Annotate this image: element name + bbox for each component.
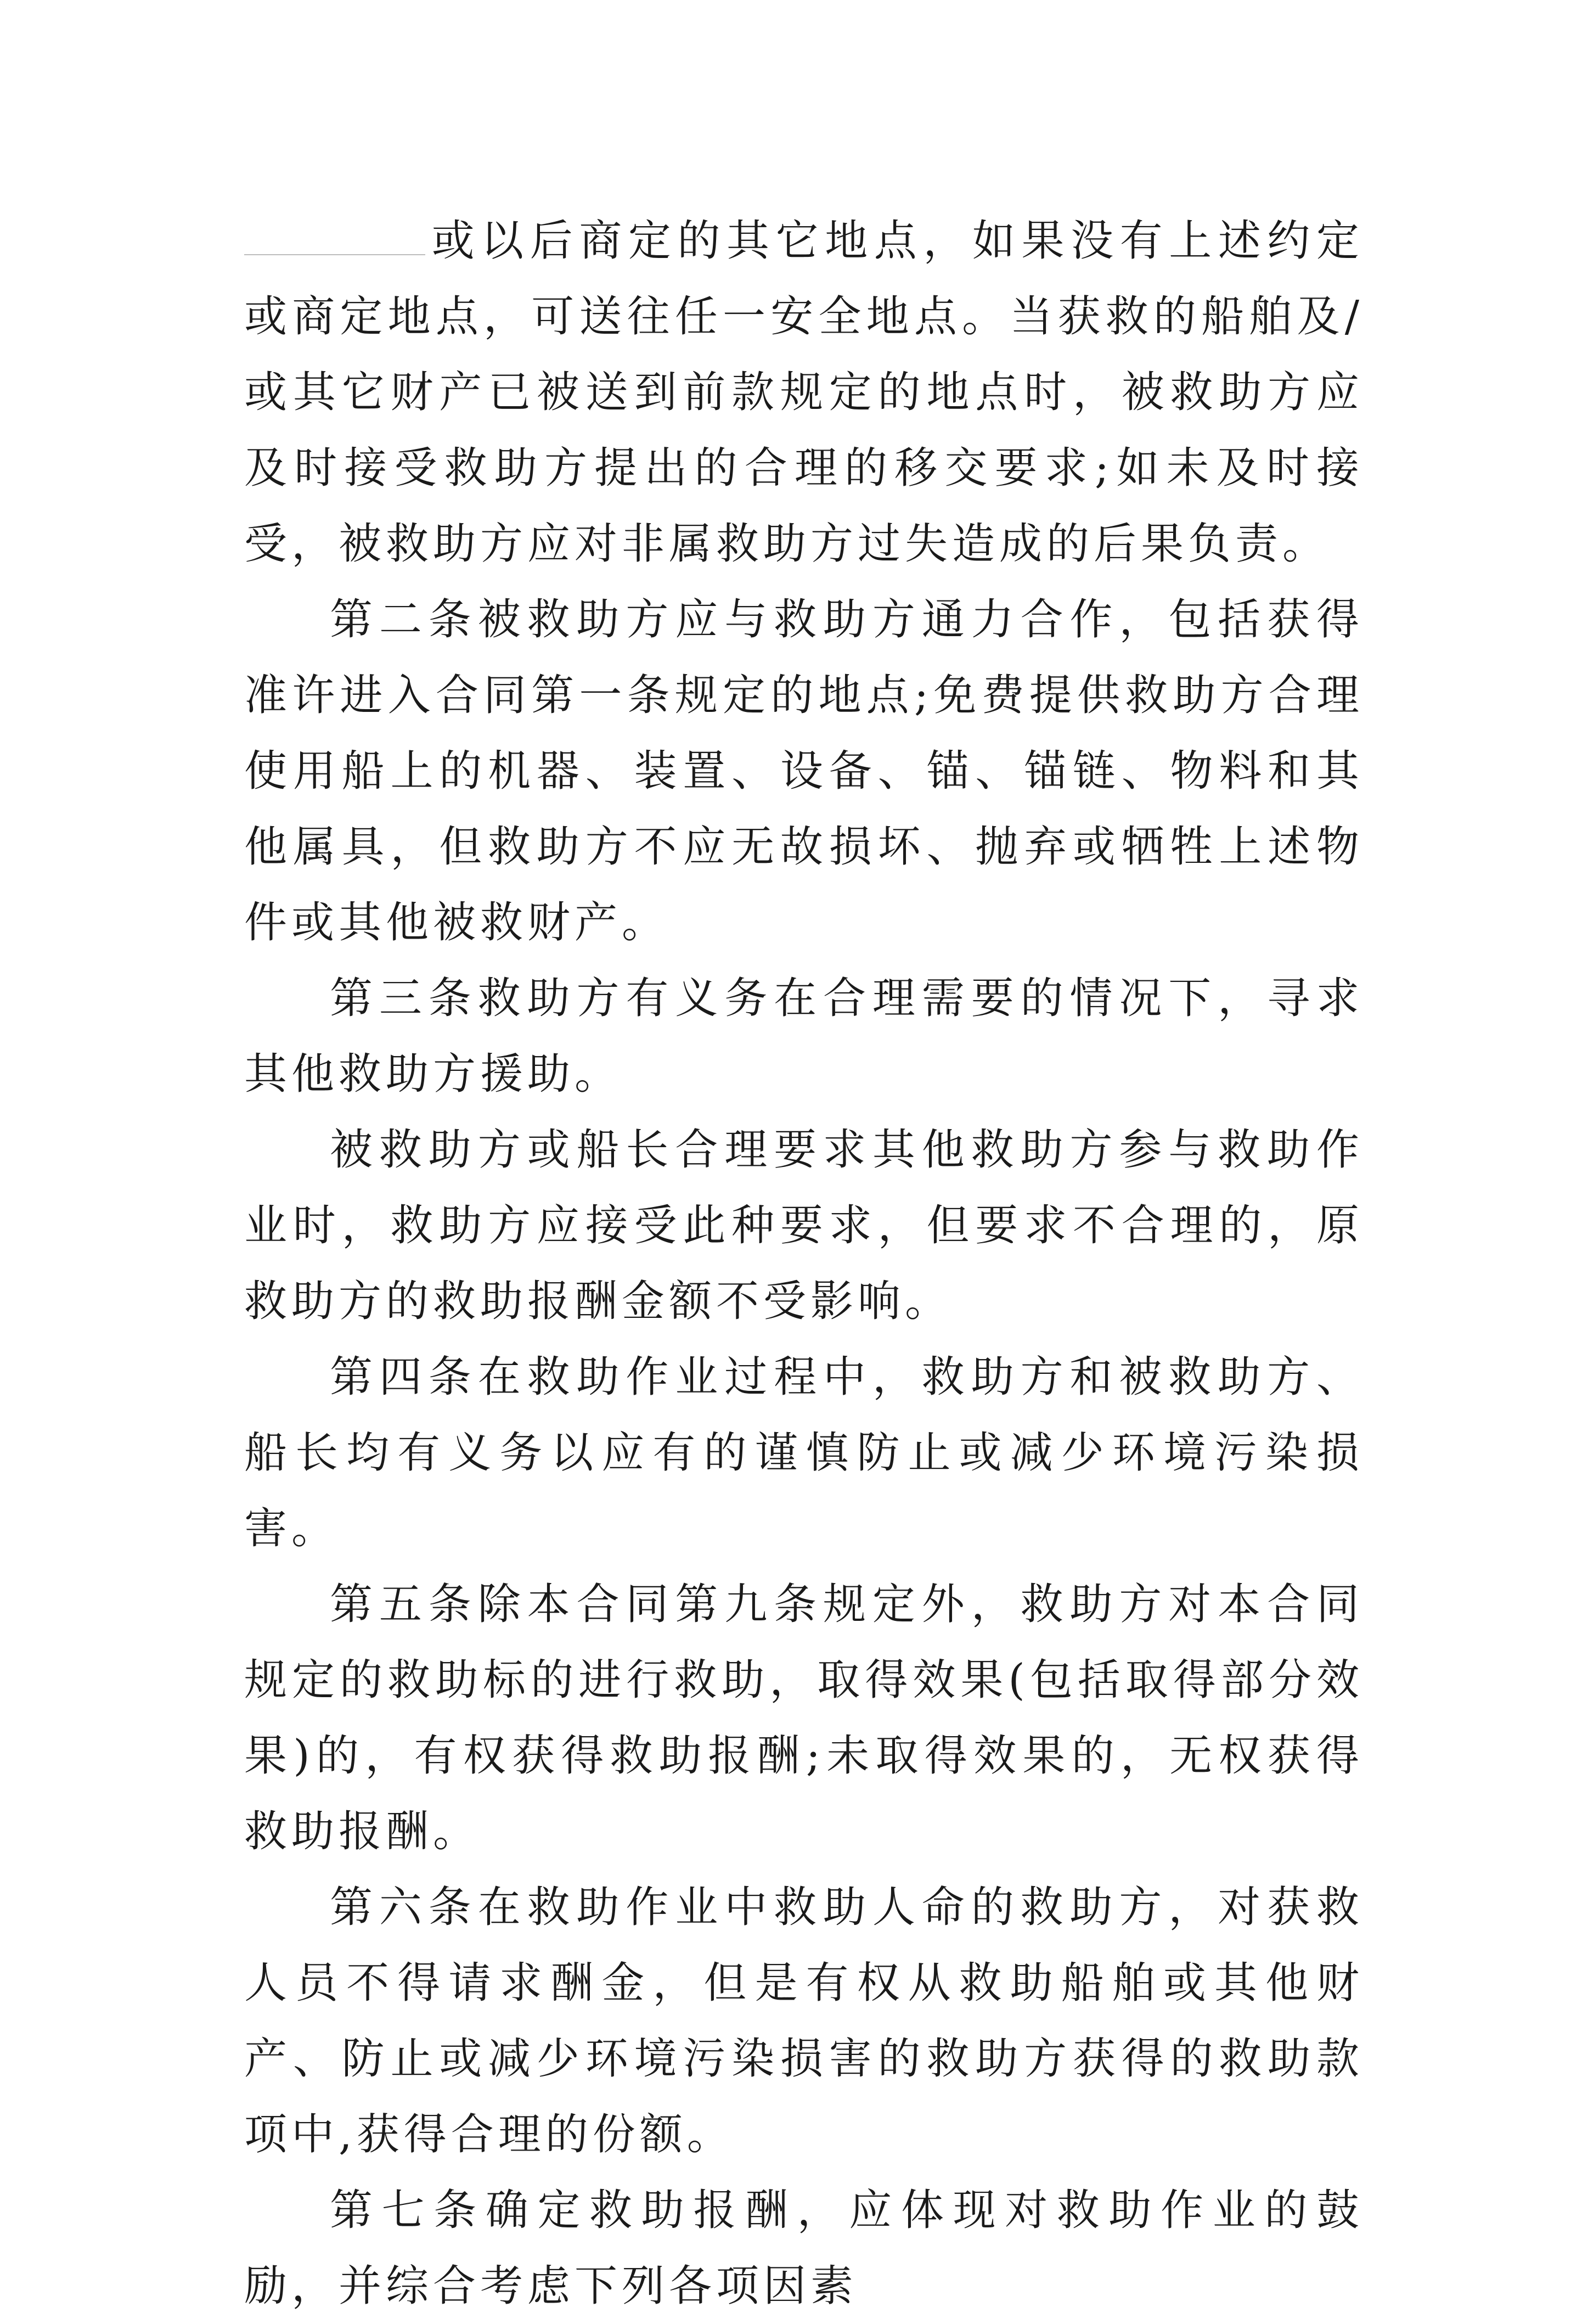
fill-in-blank-line: [244, 216, 425, 255]
paragraph-article-7: 第七条确定救助报酬，应体现对救助作业的鼓励，并综合考虑下列各项因素: [244, 2186, 1364, 2311]
document-body: [244, 203, 1364, 2324]
paragraph-article-3: 第三条救助方有义务在合理需要的情况下，寻求其他救助方援助。: [244, 974, 1364, 1099]
paragraph-text: 或以后商定的其它地点，如果没有上述约定或商定地点，可送往任一安全地点。当获救的船舶及/或其它财产已被送到前款规定的地点时，被救助方应及时接受救助方提出的合理的移交要求;如未及时接受，被救助方应对非属救助方过失造成的后果负责。: [244, 216, 1364, 569]
paragraph-article-5: 第五条除本合同第九条规定外，救助方对本合同规定的救助标的进行救助，取得效果(包括取得部分效果)的，有权获得救助报酬;未取得效果的，无权获得救助报酬。: [244, 1580, 1364, 1856]
paragraph-article-6: 第六条在救助作业中救助人命的救助方，对获救人员不得请求酬金，但是有权从救助船舶或其他财产、防止或减少环境污染损害的救助方获得的救助款项中,获得合理的份额。: [244, 1883, 1364, 2159]
paragraph-continuation: [244, 203, 1364, 582]
paragraph-article-2: 第二条被救助方应与救助方通力合作，包括获得准许进入合同第一条规定的地点;免费提供救助方合理使用船上的机器、装置、设备、锚、锚链、物料和其他属具，但救助方不应无故损坏、抛弃或牺牲上述物件或其他被救财产。: [244, 595, 1364, 947]
paragraph-article-4: 第四条在救助作业过程中，救助方和被救助方、船长均有义务以应有的谨慎防止或减少环境污染损害。: [244, 1352, 1364, 1553]
paragraph-article-3-clause: 被救助方或船长合理要求其他救助方参与救助作业时，救助方应接受此种要求，但要求不合理的，原救助方的救助报酬金额不受影响。: [244, 1125, 1364, 1326]
